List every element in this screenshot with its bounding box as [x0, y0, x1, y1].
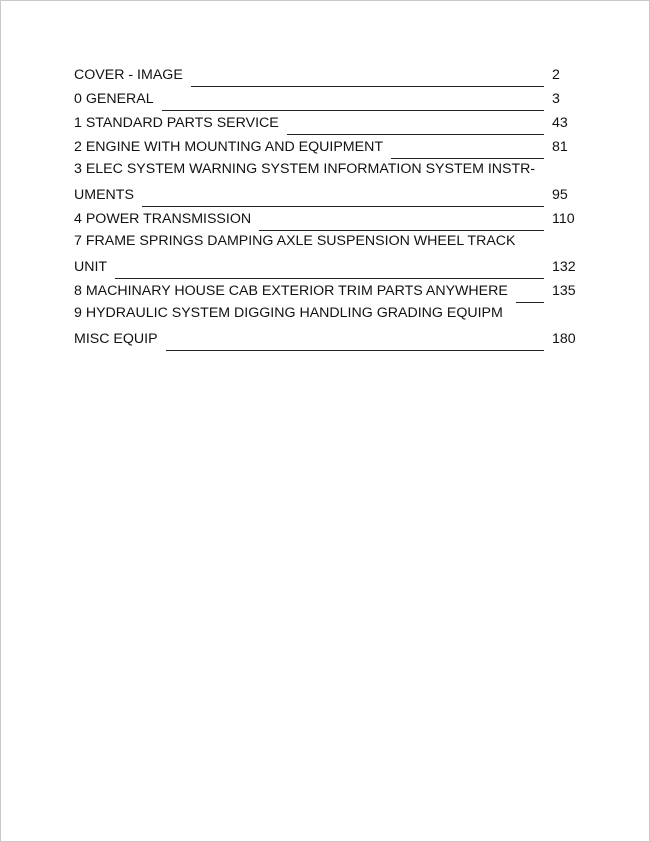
- toc-leader-line: [166, 350, 544, 351]
- toc-line: [74, 253, 576, 277]
- toc-entry-title: 0 GENERAL: [74, 91, 154, 107]
- toc-line: [74, 133, 576, 157]
- toc-page-number: 132: [552, 259, 576, 275]
- toc-entry-title-line: 9 HYDRAULIC SYSTEM DIGGING HANDLING GRADING EQUIPM: [74, 305, 503, 321]
- toc-leader-line: [391, 158, 544, 159]
- toc-line: [74, 85, 576, 109]
- toc-entry-title: 1 STANDARD PARTS SERVICE: [74, 115, 279, 131]
- toc-entry-title: 4 POWER TRANSMISSION: [74, 211, 252, 227]
- toc-leader-line: [516, 302, 544, 303]
- toc-entry-power-transmission[interactable]: [74, 205, 576, 229]
- toc-page-number: 43: [552, 115, 568, 131]
- toc-entry-title: MISC EQUIP: [74, 331, 158, 347]
- toc-entry-title-line: 7 FRAME SPRINGS DAMPING AXLE SUSPENSION WHEEL TRACK: [74, 233, 516, 249]
- toc-entry-title-line: 3 ELEC SYSTEM WARNING SYSTEM INFORMATION SYSTEM INSTR-: [74, 161, 536, 177]
- toc-entry-title: UNIT: [74, 259, 108, 275]
- toc-page-number: 3: [552, 91, 560, 107]
- toc-entry-title: 8 MACHINARY HOUSE CAB EXTERIOR TRIM PARTS ANYWHERE: [74, 283, 508, 299]
- toc-line: [74, 109, 576, 133]
- toc-page-number: 180: [552, 331, 576, 347]
- toc-leader-line: [115, 278, 544, 279]
- toc-line: [74, 61, 576, 85]
- toc-line: [74, 181, 576, 205]
- toc-entry-elec-system[interactable]: [74, 157, 576, 205]
- toc-leader-line: [191, 86, 544, 87]
- toc-page-number: 135: [552, 283, 576, 299]
- toc-leader-line: [162, 110, 544, 111]
- toc-entry-standard-parts-service[interactable]: [74, 109, 576, 133]
- toc-entry-title: UMENTS: [74, 187, 134, 203]
- toc-page-number: 95: [552, 187, 568, 203]
- toc-entry-hydraulic-system[interactable]: [74, 301, 576, 349]
- toc-entry-general[interactable]: [74, 85, 576, 109]
- toc-line: [74, 325, 576, 349]
- toc-page-number: 81: [552, 139, 568, 155]
- toc-entry-machinary-house[interactable]: [74, 277, 576, 301]
- toc-entry-frame-springs[interactable]: [74, 229, 576, 277]
- toc-page-number: 110: [552, 211, 575, 227]
- toc-line: [74, 277, 576, 301]
- toc-entry-title: COVER - IMAGE: [74, 67, 183, 83]
- toc-entry-cover-image[interactable]: [74, 61, 576, 85]
- toc-page-number: 2: [552, 67, 560, 83]
- toc-leader-line: [287, 134, 544, 135]
- toc-entry-title: 2 ENGINE WITH MOUNTING AND EQUIPMENT: [74, 139, 383, 155]
- toc-leader-line: [142, 206, 544, 207]
- toc-entry-engine[interactable]: [74, 133, 576, 157]
- toc-line: [74, 205, 576, 229]
- toc-leader-line: [259, 230, 544, 231]
- table-of-contents: [74, 61, 576, 349]
